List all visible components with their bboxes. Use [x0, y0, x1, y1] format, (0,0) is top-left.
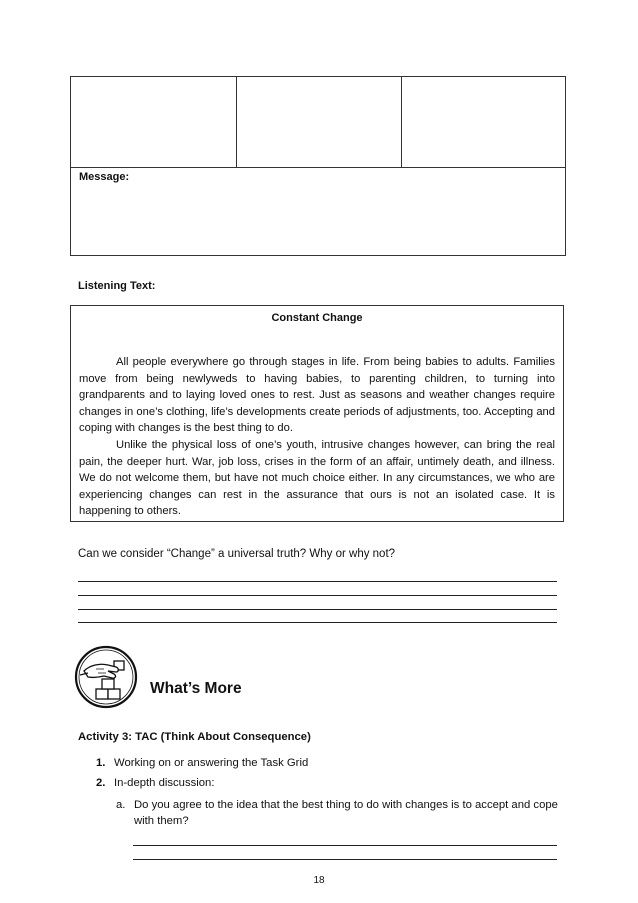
- list-item: 2. In-depth discussion:: [96, 777, 215, 789]
- message-label: Message:: [79, 171, 130, 183]
- hand-stacking-blocks-icon: [74, 645, 138, 709]
- universal-truth-question: Can we consider “Change” a universal truth? Why or why not?: [78, 548, 396, 560]
- answer-line: [78, 609, 557, 610]
- sub-list-item: a. Do you agree to the idea that the best thing to do with changes is to accept and cope with them?: [116, 799, 558, 827]
- answer-line: [78, 622, 557, 623]
- task-grid-top-row: [71, 77, 565, 168]
- whats-more-heading: What’s More: [150, 680, 242, 697]
- task-grid-cell-1: [71, 77, 237, 167]
- listening-text-label: Listening Text:: [78, 280, 156, 292]
- answer-line: [133, 859, 557, 860]
- activity-3-title: Activity 3: TAC (Think About Consequence): [78, 731, 311, 743]
- answer-line: [78, 581, 557, 582]
- listening-text-title: Constant Change: [271, 312, 363, 324]
- answer-line: [78, 595, 557, 596]
- task-grid-table: [70, 76, 566, 256]
- listening-paragraph-1: All people everywhere go through stages in life. From being babies to adults. Families move from being newlyweds to having babies, to parenting children, to turning into grandparents and to laying loved ones to rest. Just as seasons and weather changes require changes in one’s clothing, life’s developments create periods of adjustments, too. Accepting and coping with changes is the best thing to do.: [79, 356, 555, 435]
- list-item: 1. Working on or answering the Task Grid: [96, 757, 309, 769]
- listening-paragraph-2: Unlike the physical loss of one’s youth, intrusive changes however, can bring the real pain, the deeper hurt. War, job loss, crises in the form of an affair, untimely death, and illness. We do not welcome them, but have not much choice either. In any circumstances, we who are experiencing changes can rest in the assurance that ours is not an isolated case. It is happening to others.: [79, 439, 555, 518]
- answer-line: [133, 845, 557, 846]
- listening-text-box: [70, 305, 564, 522]
- page-number: 18: [313, 875, 325, 886]
- task-grid-cell-3: [402, 77, 565, 167]
- task-grid-cell-2: [237, 77, 402, 167]
